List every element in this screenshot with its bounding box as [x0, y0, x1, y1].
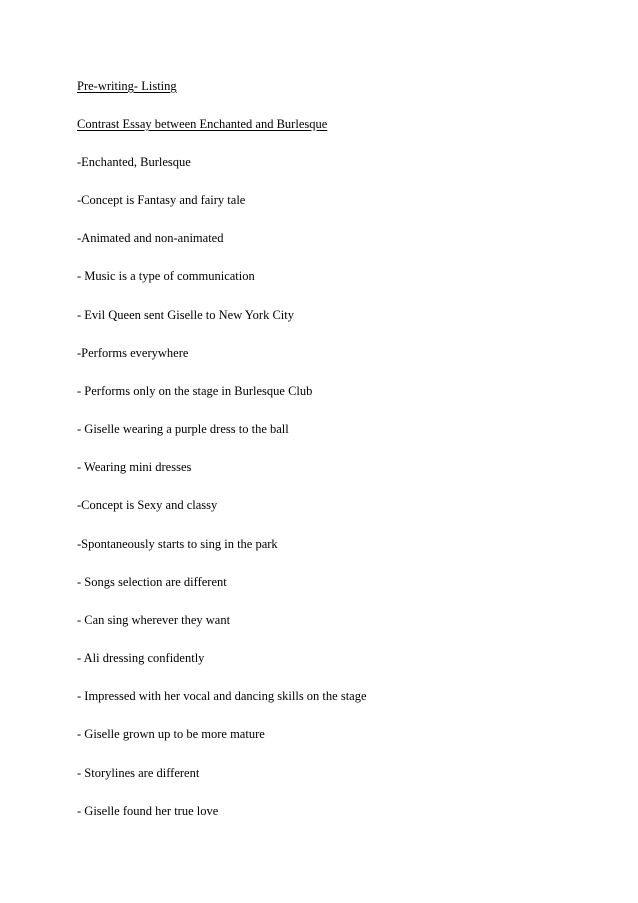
list-item: - Impressed with her vocal and dancing skills on the stage: [77, 689, 367, 703]
list-item: - Evil Queen sent Giselle to New York City: [77, 308, 294, 322]
list-item: -Performs everywhere: [77, 346, 189, 360]
list-item: -Spontaneously starts to sing in the park: [77, 537, 278, 551]
list-item: -Concept is Fantasy and fairy tale: [77, 193, 246, 207]
list-item: - Can sing wherever they want: [77, 613, 231, 627]
essay-title: Contrast Essay between Enchanted and Burlesque: [77, 117, 328, 131]
list-item: - Performs only on the stage in Burlesque Club: [77, 384, 313, 398]
list-item: - Wearing mini dresses: [77, 460, 192, 474]
list-item: -Animated and non-animated: [77, 231, 224, 245]
list-item: -Enchanted, Burlesque: [77, 155, 191, 169]
list-item: - Songs selection are different: [77, 575, 227, 589]
list-item: - Music is a type of communication: [77, 269, 255, 283]
list-item: - Ali dressing confidently: [77, 651, 205, 665]
list-item: - Storylines are different: [77, 766, 200, 780]
list-item: - Giselle grown up to be more mature: [77, 727, 265, 741]
list-item: - Giselle wearing a purple dress to the ball: [77, 422, 289, 436]
list-item: - Giselle found her true love: [77, 804, 219, 818]
page-heading: Pre-writing- Listing: [77, 79, 177, 93]
list-item: -Concept is Sexy and classy: [77, 498, 218, 512]
